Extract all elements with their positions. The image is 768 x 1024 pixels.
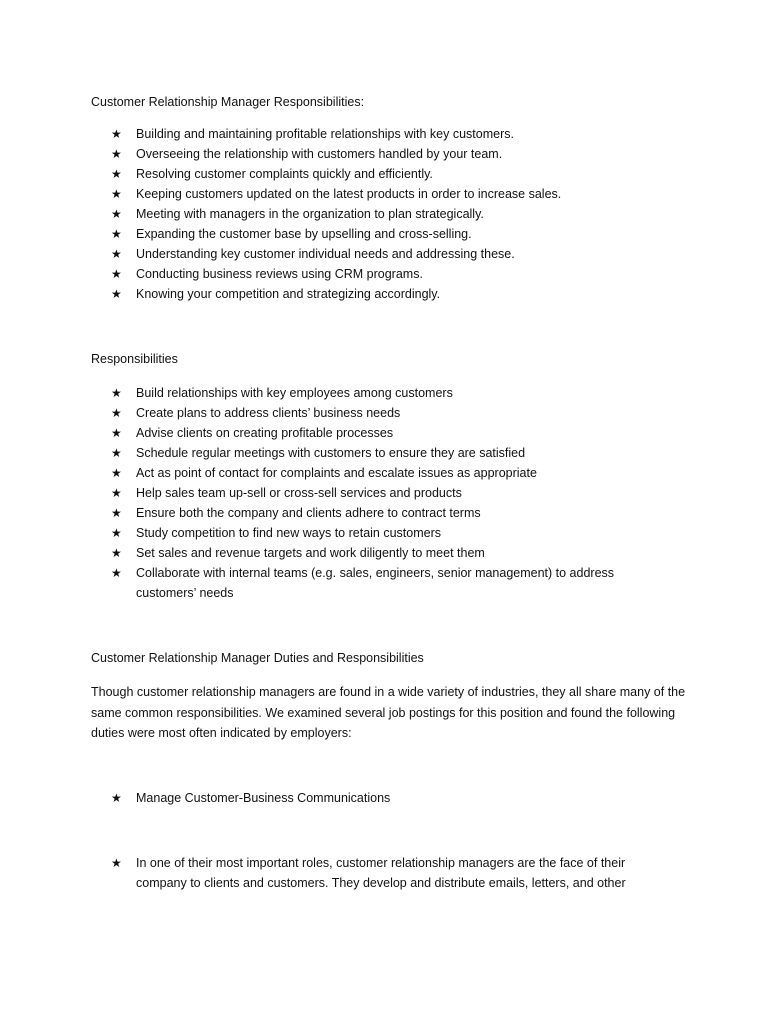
list-item: [91, 483, 681, 503]
list-item-text: Building and maintaining profitable relationships with key customers.: [136, 127, 514, 141]
star-bullet-icon: ★: [111, 526, 122, 540]
list-item-text: Conducting business reviews using CRM programs.: [136, 267, 423, 281]
list-item-text: Overseeing the relationship with customers handled by your team.: [136, 147, 503, 161]
list-item: [91, 144, 681, 164]
list-item-text: Help sales team up-sell or cross-sell services and products: [136, 486, 462, 500]
star-bullet-icon: ★: [111, 187, 122, 201]
list-item: [91, 284, 681, 304]
star-bullet-icon: ★: [111, 247, 122, 261]
list-item: [91, 788, 681, 808]
list-item-text: Study competition to find new ways to retain customers: [136, 526, 442, 540]
star-bullet-icon: ★: [111, 506, 122, 520]
list-item-text: Resolving customer complaints quickly and efficiently.: [136, 167, 433, 181]
list-item: [91, 503, 681, 523]
star-bullet-icon: ★: [111, 267, 122, 281]
section-heading-duties: Customer Relationship Manager Duties and Responsibilities: [91, 651, 424, 665]
star-bullet-icon: ★: [111, 426, 122, 440]
list-item: [91, 204, 681, 224]
list-item-text: Create plans to address clients’ business needs: [136, 406, 401, 420]
responsibilities-list: [91, 383, 681, 603]
list-item-text: Advise clients on creating profitable processes: [136, 426, 394, 440]
list-item-text: Knowing your competition and strategizing accordingly.: [136, 287, 441, 301]
star-bullet-icon: ★: [111, 287, 122, 301]
star-bullet-icon: ★: [111, 127, 122, 141]
list-item-text: Manage Customer-Business Communications: [136, 791, 391, 805]
star-bullet-icon: ★: [111, 546, 122, 560]
duties-list-first: [91, 788, 681, 808]
star-bullet-icon: ★: [111, 856, 122, 870]
list-item: [91, 124, 681, 144]
list-item-text: In one of their most important roles, customer relationship managers are the face of their company to clients and customers. They develop and distribute emails, letters, and other: [136, 856, 626, 890]
star-bullet-icon: ★: [111, 791, 122, 805]
section-heading-responsibilities: Responsibilities: [91, 352, 178, 366]
list-item-text: Keeping customers updated on the latest products in order to increase sales.: [136, 187, 562, 201]
star-bullet-icon: ★: [111, 486, 122, 500]
list-item: [91, 383, 681, 403]
list-item: [91, 423, 681, 443]
star-bullet-icon: ★: [111, 167, 122, 181]
list-item: [91, 264, 681, 284]
star-bullet-icon: ★: [111, 566, 122, 580]
star-bullet-icon: ★: [111, 207, 122, 221]
list-item: [91, 443, 681, 463]
list-item-text: Schedule regular meetings with customers to ensure they are satisfied: [136, 446, 526, 460]
list-item: [91, 184, 681, 204]
intro-paragraph: Though customer relationship managers are found in a wide variety of industries, they all share many of the same common responsibilities. We examined several job postings for this position and found the following duties were most often indicated by employers:: [91, 685, 686, 740]
list-item-text: Collaborate with internal teams (e.g. sales, engineers, senior management) to address customers’ needs: [136, 566, 615, 600]
list-item-text: Ensure both the company and clients adhere to contract terms: [136, 506, 481, 520]
star-bullet-icon: ★: [111, 386, 122, 400]
star-bullet-icon: ★: [111, 227, 122, 241]
star-bullet-icon: ★: [111, 446, 122, 460]
list-item-text: Expanding the customer base by upselling and cross-selling.: [136, 227, 472, 241]
list-item: [91, 563, 656, 603]
crm-responsibilities-list: [91, 124, 681, 304]
duties-list-second: [91, 853, 681, 893]
list-item: [91, 523, 681, 543]
section-heading-crm-responsibilities: Customer Relationship Manager Responsibilities:: [91, 95, 365, 109]
star-bullet-icon: ★: [111, 466, 122, 480]
list-item: [91, 244, 681, 264]
list-item: [91, 403, 681, 423]
star-bullet-icon: ★: [111, 406, 122, 420]
list-item: [91, 164, 681, 184]
list-item-text: Build relationships with key employees among customers: [136, 386, 453, 400]
list-item: [91, 224, 681, 244]
list-item-text: Act as point of contact for complaints and escalate issues as appropriate: [136, 466, 537, 480]
list-item-text: Set sales and revenue targets and work diligently to meet them: [136, 546, 485, 560]
list-item-text: Understanding key customer individual needs and addressing these.: [136, 247, 515, 261]
list-item-text: Meeting with managers in the organization to plan strategically.: [136, 207, 484, 221]
list-item: [91, 853, 656, 893]
list-item: [91, 543, 681, 563]
list-item: [91, 463, 681, 483]
star-bullet-icon: ★: [111, 147, 122, 161]
